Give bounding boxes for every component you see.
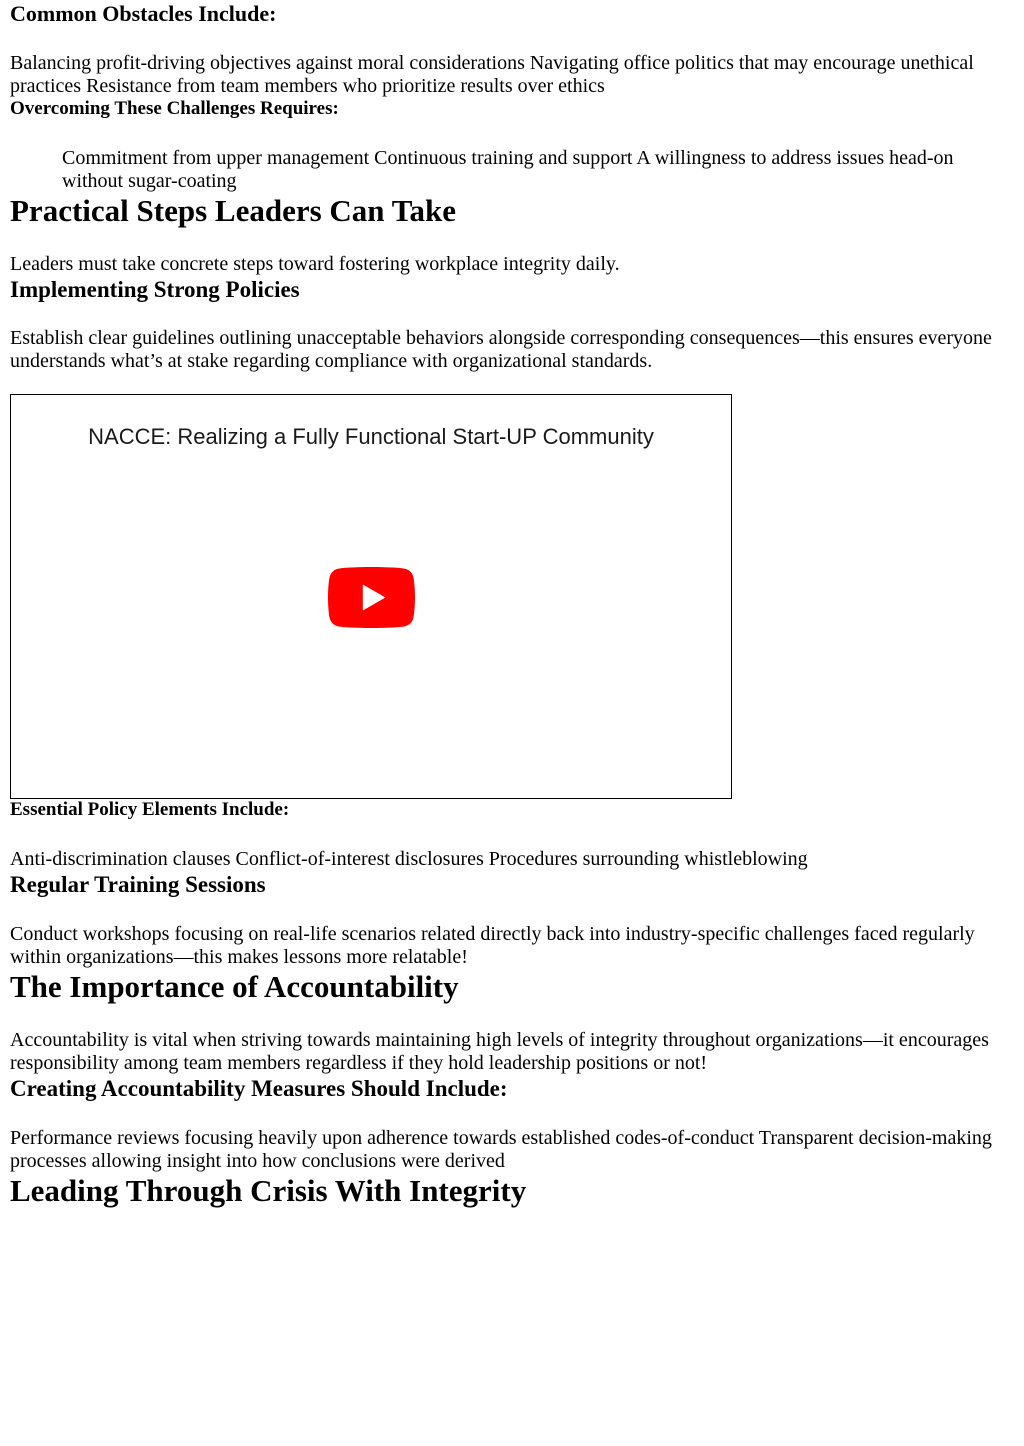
accountability-paragraph: Accountability is vital when striving towards maintaining high levels of integrity throughout organizations—it encourages responsibility among team members regardless if they hold leadership positions or not!	[10, 1029, 989, 1074]
accountability-heading: The Importance of Accountability	[10, 969, 459, 1004]
overcome-heading: Overcoming These Challenges Requires:	[10, 98, 339, 119]
video-title[interactable]: NACCE: Realizing a Fully Functional Start-UP Community	[88, 424, 654, 449]
training-paragraph: Conduct workshops focusing on real-life scenarios related directly back into industry-specific challenges faced regularly within organizations—this makes lessons more relatable!	[10, 923, 975, 968]
training-heading: Regular Training Sessions	[10, 872, 266, 897]
embedded-video[interactable]	[10, 394, 732, 799]
essential-elements-paragraph: Anti-discrimination clauses Conflict-of-interest disclosures Procedures surrounding whistleblowing	[10, 848, 808, 870]
policies-paragraph: Establish clear guidelines outlining unacceptable behaviors alongside corresponding consequences—this ensures everyone understands what’s at stake regarding compliance with organizational standards.	[10, 327, 992, 372]
overcome-blockquote: Commitment from upper management Continuous training and support A willingness to address issues head-on without sugar-coating	[62, 147, 954, 192]
essential-elements-heading: Essential Policy Elements Include:	[10, 799, 290, 820]
obstacles-heading: Common Obstacles Include:	[10, 1, 277, 26]
measures-paragraph: Performance reviews focusing heavily upon adherence towards established codes-of-conduct Transparent decision-making processes allowing insight into how conclusions were derived	[10, 1127, 992, 1172]
policies-heading: Implementing Strong Policies	[10, 277, 300, 302]
obstacles-paragraph: Balancing profit-driving objectives against moral considerations Navigating office politics that may encourage unethical practices Resistance from team members who prioritize results over ethics	[10, 52, 974, 97]
youtube-play-icon[interactable]	[328, 567, 415, 628]
measures-heading: Creating Accountability Measures Should Include:	[10, 1076, 508, 1101]
practical-steps-heading: Practical Steps Leaders Can Take	[10, 193, 457, 228]
crisis-heading: Leading Through Crisis With Integrity	[10, 1173, 527, 1208]
practical-steps-paragraph: Leaders must take concrete steps toward fostering workplace integrity daily.	[10, 253, 620, 275]
